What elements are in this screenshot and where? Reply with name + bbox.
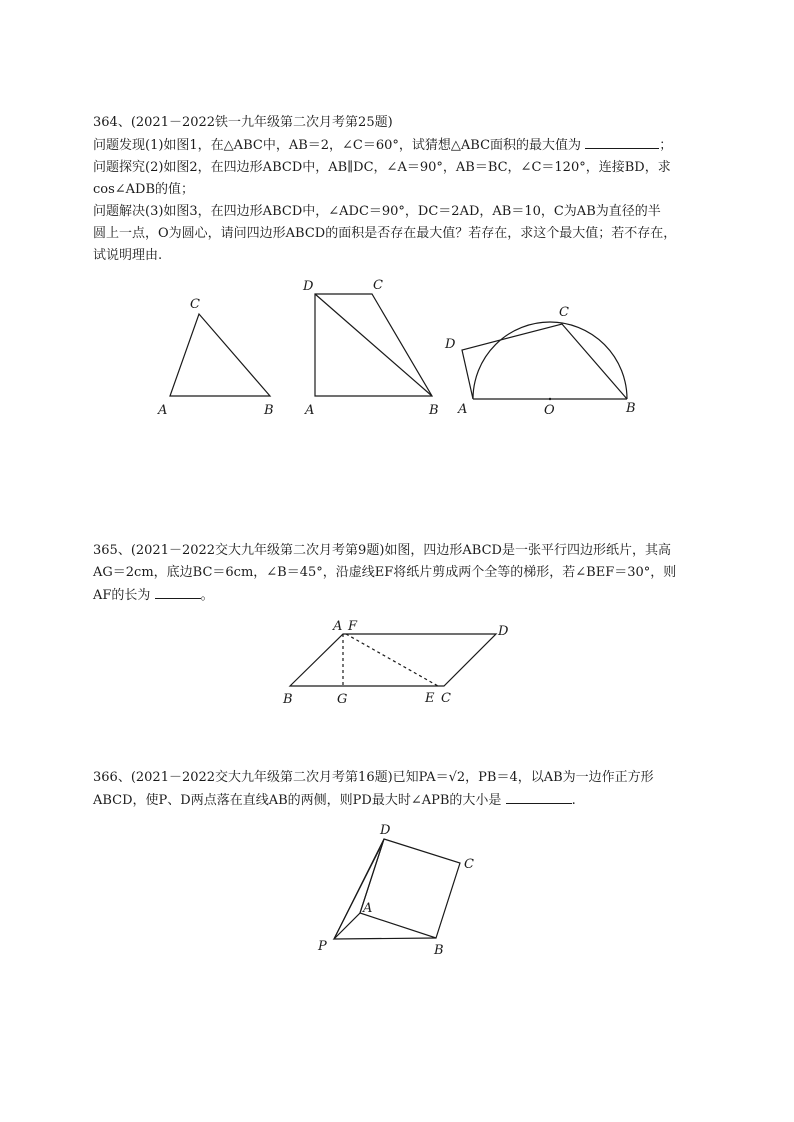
problem-364-part3-cont: 圆上一点，O为圆心，请问四边形ABCD的面积是否存在最大值？若存在，求这个最大值；若不存在， bbox=[93, 226, 677, 241]
problem-364-part3: 问题解决(3)如图3，在四边形ABCD中，∠ADC＝90°，DC＝2AD，AB＝10，C为AB为直径的半 bbox=[93, 204, 661, 219]
label-a: A bbox=[158, 403, 168, 418]
problem-365 bbox=[93, 540, 705, 607]
figure-365-parallelogram bbox=[278, 615, 528, 710]
label-b: B bbox=[264, 403, 274, 418]
label-c: C bbox=[559, 305, 569, 320]
segment-pd-inner bbox=[334, 848, 380, 939]
answer-blank bbox=[585, 134, 659, 149]
figure-3-semicircle bbox=[440, 298, 650, 423]
problem-365-line2: AG＝2cm，底边BC＝6cm，∠B＝45°，沿虚线EF将纸片剪成两个全等的梯形，若∠BEF＝30°，则 bbox=[93, 565, 677, 580]
parallelogram-abcd bbox=[290, 634, 496, 686]
line2-end: . bbox=[571, 793, 576, 808]
label-b: B bbox=[434, 943, 444, 958]
problem-364-part3-end: 试说明理由. bbox=[93, 248, 163, 263]
answer-blank bbox=[155, 584, 201, 599]
problem-365-line1: 365、(2021－2022交大九年级第二次月考第9题)如图，四边形ABCD是一张平行四边形纸片，其高 bbox=[93, 543, 671, 558]
segments-pd-pa-pb bbox=[334, 839, 436, 939]
triangle-abc bbox=[170, 314, 270, 396]
label-a: A bbox=[363, 901, 373, 916]
answer-blank bbox=[506, 789, 572, 804]
problem-366-line2 bbox=[93, 789, 705, 812]
problem-364-part1 bbox=[93, 134, 705, 157]
cut-line-ef bbox=[346, 634, 438, 686]
label-c: C bbox=[190, 297, 200, 312]
figure-1-triangle bbox=[150, 290, 290, 420]
line2-text: ABCD，使P、D两点落在直线AB的两侧，则PD最大时∠APB的大小是 bbox=[93, 793, 502, 808]
label-g: G bbox=[337, 692, 348, 707]
problem-364-header: 364、(2021－2022铁一九年级第二次月考第25题) bbox=[93, 115, 393, 130]
label-d: D bbox=[380, 823, 391, 838]
label-a: A bbox=[305, 403, 315, 418]
center-o-point bbox=[549, 398, 551, 400]
part1-end: ； bbox=[659, 138, 673, 153]
problem-364-part2: 问题探究(2)如图2，在四边形ABCD中，AB∥DC，∠A＝90°，AB＝BC，∠C＝120°，连接BD，求 bbox=[93, 160, 671, 175]
label-d: D bbox=[445, 337, 456, 352]
label-f: F bbox=[348, 619, 358, 634]
problem-364-part2-cont: cos∠ADB的值； bbox=[93, 182, 195, 197]
problem-366-line1: 366、(2021－2022交大九年级第二次月考第16题)已知PA＝√2，PB＝4，以AB为一边作正方形 bbox=[93, 770, 654, 785]
label-b: B bbox=[283, 692, 293, 707]
figure-366-square bbox=[310, 818, 490, 963]
problem-365-line3 bbox=[93, 584, 705, 607]
part1-text: 问题发现(1)如图1，在△ABC中，AB＝2，∠C＝60°，试猜想△ABC面积的最大值为 bbox=[93, 138, 582, 153]
label-c: C bbox=[464, 857, 474, 872]
label-b: B bbox=[429, 403, 439, 418]
line3-text: AF的长为 bbox=[93, 588, 151, 603]
label-a: A bbox=[458, 402, 468, 417]
label-o: O bbox=[544, 403, 555, 418]
problem-366 bbox=[93, 767, 705, 812]
quadrilateral-abcd bbox=[462, 324, 627, 399]
label-c: C bbox=[373, 278, 383, 293]
label-d: D bbox=[303, 279, 314, 294]
label-c: C bbox=[441, 691, 451, 706]
label-d: D bbox=[498, 624, 509, 639]
semicircle-arc bbox=[473, 322, 627, 399]
problem-364 bbox=[93, 112, 705, 267]
label-a: A bbox=[333, 619, 343, 634]
square-abcd bbox=[360, 839, 460, 938]
label-e: E bbox=[425, 691, 435, 706]
figure-2-quadrilateral bbox=[295, 272, 450, 422]
line3-end: 。 bbox=[200, 588, 214, 603]
label-p: P bbox=[318, 939, 327, 954]
diagonal-bd bbox=[315, 294, 432, 396]
label-b: B bbox=[626, 401, 636, 416]
